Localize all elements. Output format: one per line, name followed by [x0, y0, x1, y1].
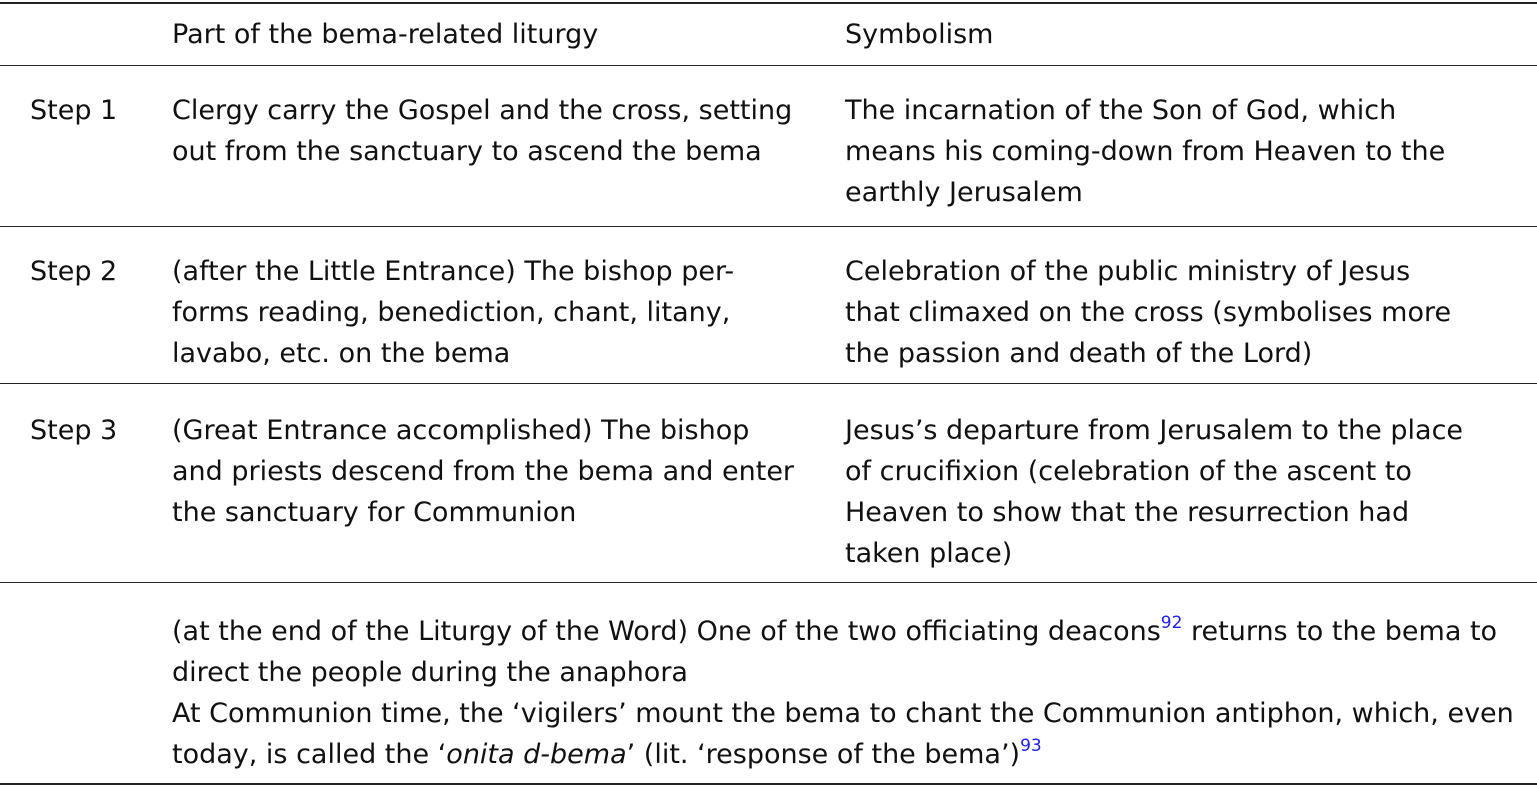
- row-3-symbolism-line: taken place): [845, 538, 1013, 569]
- row-3-part-line: the sanctuary for Communion: [172, 497, 577, 528]
- footnote-ref-93[interactable]: 93: [1020, 736, 1042, 756]
- row-2-rule: [0, 383, 1537, 384]
- footer-line-1: [172, 611, 1514, 652]
- row-1-part-line: Clergy carry the Gospel and the cross, setting: [172, 95, 793, 126]
- row-2-symbolism-line: the passion and death of the Lord): [845, 338, 1313, 369]
- table-top-rule: [0, 2, 1537, 4]
- row-1-symbolism-line: The incarnation of the Son of God, which: [845, 95, 1397, 126]
- row-2-part-line: lavabo, etc. on the bema: [172, 338, 511, 369]
- row-2-part: [172, 251, 734, 374]
- row-2-part-line: forms reading, benediction, chant, litany,: [172, 297, 731, 328]
- row-1-symbolism-line: means his coming-down from Heaven to the: [845, 136, 1446, 167]
- footer-line-4-before: today, is called the ‘: [172, 739, 447, 770]
- row-2-part-line: (after the Little Entrance) The bishop per-: [172, 256, 735, 287]
- row-1-symbolism: [845, 90, 1445, 213]
- row-2-step: Step 2: [30, 256, 118, 287]
- row-3-part: [172, 410, 794, 533]
- table-bottom-rule: [0, 783, 1537, 785]
- row-2-symbolism: [845, 251, 1451, 374]
- header-rule: [0, 65, 1537, 66]
- row-2-symbolism-line: Celebration of the public ministry of Jesus: [845, 256, 1411, 287]
- row-3-symbolism-line: Heaven to show that the resurrection had: [845, 497, 1410, 528]
- row-3-symbolism-line: of crucifixion (celebration of the ascent to: [845, 456, 1412, 487]
- footer-line-4-italic: onita d-bema: [446, 739, 627, 770]
- row-1-part-line: out from the sanctuary to ascend the bema: [172, 136, 762, 167]
- footnote-ref-92[interactable]: 92: [1160, 613, 1183, 633]
- row-3-part-line: and priests descend from the bema and enter: [172, 456, 795, 487]
- header-symbolism-cell: Symbolism: [845, 19, 994, 50]
- row-1-step: Step 1: [30, 95, 118, 126]
- row-1-rule: [0, 226, 1537, 227]
- footer-line-2: direct the people during the anaphora: [172, 657, 688, 688]
- row-3-part-line: (Great Entrance accomplished) The bishop: [172, 415, 750, 446]
- row-1-symbolism-line: earthly Jerusalem: [845, 177, 1083, 208]
- footer-line-1-text: (at the end of the Liturgy of the Word) One of the two officiating deacons: [172, 616, 1161, 647]
- row-3-symbolism-line: Jesus’s departure from Jerusalem to the place: [845, 415, 1464, 446]
- row-3-rule: [0, 582, 1537, 583]
- row-3-step: Step 3: [30, 415, 118, 446]
- row-3-symbolism: [845, 410, 1463, 574]
- footer-line-3: At Communion time, the ‘vigilers’ mount the bema to chant the Communion antiphon, which, even: [172, 698, 1514, 729]
- row-1-part: [172, 90, 792, 172]
- row-2-symbolism-line: that climaxed on the cross (symbolises more: [845, 297, 1452, 328]
- footer-line-4-after: ’ (lit. ‘response of the bema’): [626, 739, 1021, 770]
- header-part-cell: Part of the bema-related liturgy: [172, 19, 599, 50]
- footer-line-4: [172, 734, 1514, 775]
- footer-note: [172, 611, 1514, 775]
- footer-line-1-after: returns to the bema to: [1182, 616, 1498, 647]
